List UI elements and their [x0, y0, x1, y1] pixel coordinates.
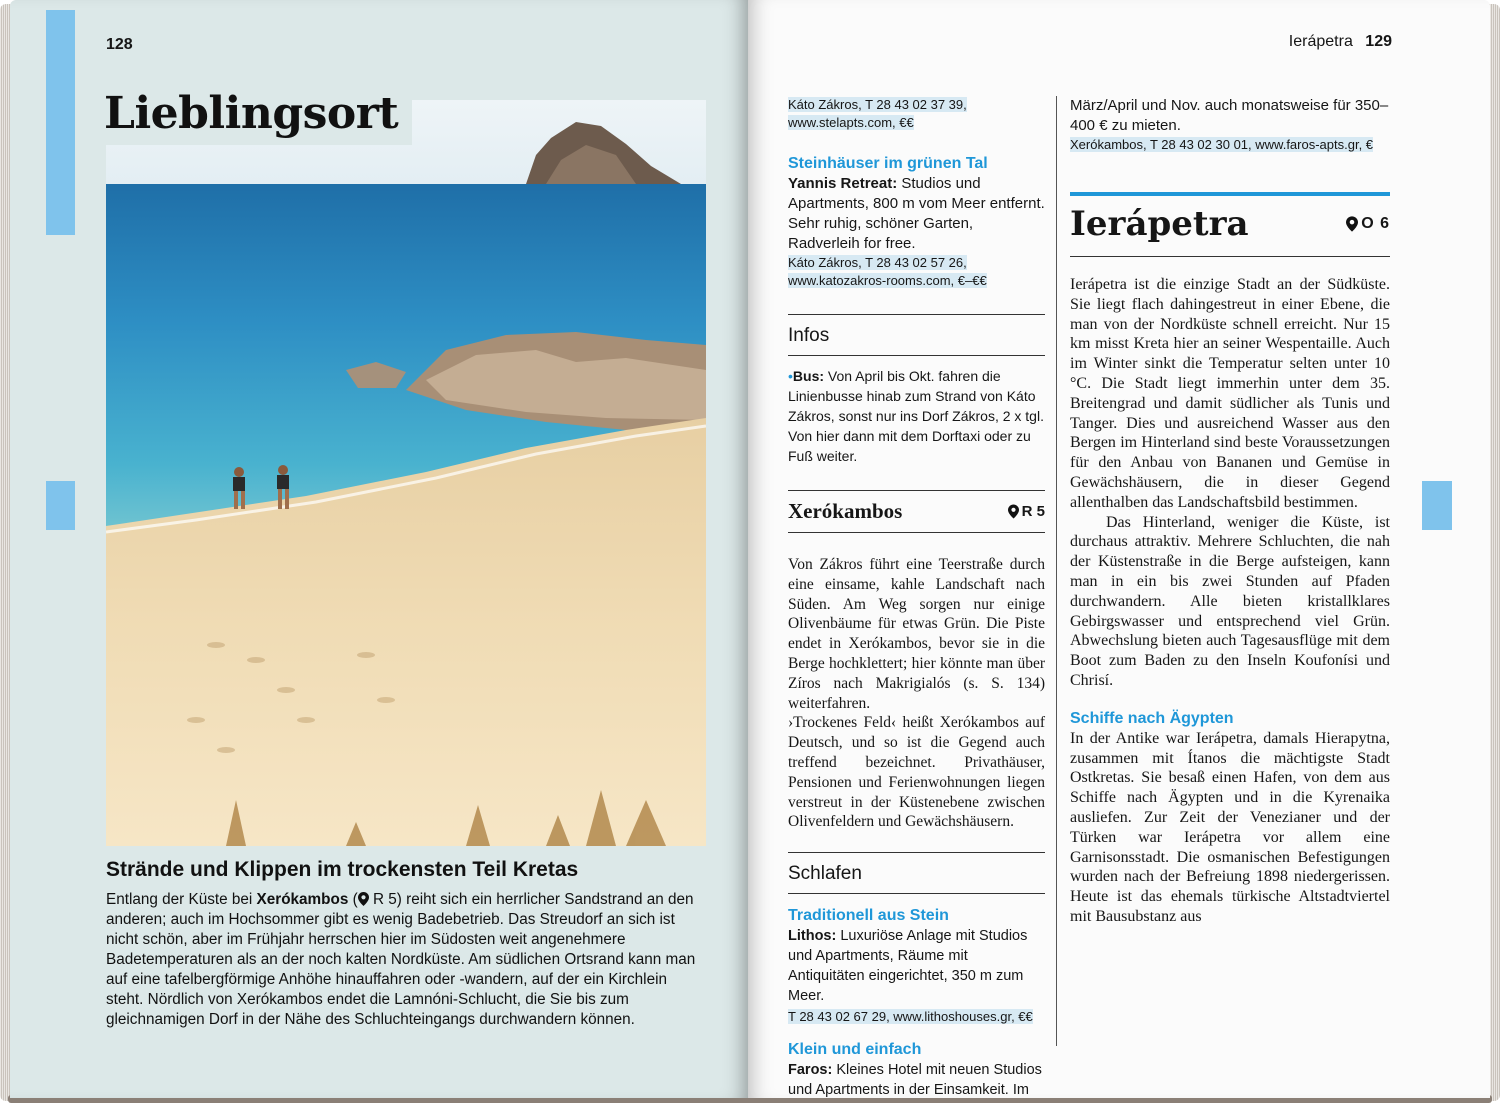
page-number-left: 128	[106, 36, 133, 53]
section-accent-bar	[1070, 192, 1390, 196]
faros-text: Faros: Kleines Hotel mit neuen Studios und Apartments in der Einsamkeit. Im	[788, 1062, 1042, 1099]
faros-contact: Xerókambos, T 28 43 02 30 01, www.faros-apts.gr, €	[1070, 137, 1374, 152]
small-simple-heading: Klein und einfach	[788, 1041, 922, 1059]
running-head	[1289, 33, 1392, 51]
hotel-name: Yannis Retreat:	[788, 175, 898, 192]
xerokambos-text-1: Von Zákros führt eine Teerstraße durch eine einsame, kahle Landschaft nach Süden. Am Weg sorgen nur einige Olivenbäume für etwas Grün. Die Piste endet in Xerókambos, bevor sie in die Berge hochklettert; hier könnte man über Zíros nach Makrigialós (s. S. 134) weiterfahren.	[788, 556, 1045, 712]
caption-title: Strände und Klippen im trockensten Teil Kretas	[106, 858, 579, 881]
caption-text: Entlang der Küste bei	[106, 891, 257, 908]
egypt-heading: Schiffe nach Ägypten	[1070, 709, 1234, 727]
beach-photo	[106, 100, 706, 846]
bullet-icon: •	[788, 368, 793, 384]
ierapetra-text-1: Ierápetra ist die einzige Stadt an der Südküste. Sie liegt flach dahingestreut in einer Ebene, die man von der Nordküste schnell erreicht. Nur 15 km misst Kreta hier an seiner Wespentaille. Auch im Winter sinkt die Temperatur selten unter 10 °C. Die Stadt liegt immerhin unter dem 35. Breitengrad und damit südlicher als Tunis und Tanger. Dies und ausreichend Wasser aus den Bergen im Hinterland sind beste Voraussetzungen für den Anbau von Bananen und Gemüse in Gewächshäusern, die in dieser Gegend allenthalben das Landschaftsbild bestimmen.	[1070, 276, 1390, 511]
lithos-contact: T 28 43 02 67 29, www.lithoshouses.gr, €€	[788, 1009, 1033, 1025]
right-page	[748, 0, 1490, 1098]
stone-houses-text: Yannis Retreat: Studios und Apartments, 800 m vom Meer entfernt. Sehr ruhig, schöner Garten, Radverleih for free.	[788, 175, 1045, 252]
xerokambos-text-2: ›Trockenes Feld‹ heißt Xerókambos auf Deutsch, und so ist die Gegend auch treffend bezeichnet. Privathäuser, Pensionen und Ferienwohnungen liegen verstreut in der Küstenebene zwischen Olivenfeldern und Gewächshäusern.	[788, 714, 1045, 831]
caption-text: (	[348, 891, 358, 908]
chapter-tab-top	[46, 10, 75, 235]
schlafen-heading: Schlafen	[788, 852, 1045, 894]
xerokambos-grid-ref: R 5	[1008, 503, 1045, 520]
xerokambos-header	[788, 490, 1045, 533]
stone-houses-contact: Káto Zákros, T 28 43 02 57 26, www.katozakros-rooms.com, €–€€	[788, 255, 987, 288]
lithos-text: Lithos: Luxuriöse Anlage mit Studios und Apartments, Räume mit Antiquitäten eingerichtet, 350 m zum Meer.	[788, 928, 1028, 1005]
column-b	[1070, 96, 1390, 927]
map-pin-icon	[358, 891, 369, 908]
xerokambos-title: Xerókambos	[788, 499, 903, 523]
ierapetra-text-2: Das Hinterland, weniger die Küste, ist durchaus attraktiv. Mehrere Schluchten, die nah der Küstenstraße in die Berge aufsteigen, kann man in ein bis zwei Stunden auf Pfaden durchwandern. Alle bieten kristallklares Gebirgswasser und entsprechend viel Grün. Abwechslung bieten auch Tagesausflüge mit dem Boot zum Baden zu den Inseln Koufonísi und Chrisí.	[1070, 513, 1390, 689]
caption-text: R 5) reiht sich ein herrlicher Sandstrand an den anderen; auch im Hochsommer gibt es wenig Badebetrieb. Das Streudorf an sich ist nicht schön, aber im Frühjahr herrschen hier im Südosten weit angenehmere Badetemperaturen als an der noch kalten Nordküste. Am südlichen Ortsrand kann man auf eine tafelbergförmige Anhöhe hinauffahren oder -wandern, auf der ein Kirchlein steht. Nördlich von Xerókambos endet die Lamnóni-Schlucht, die Sie bis zum gleichnamigen Dorf in der Nähe des Schluchteingangs durchwandern können.	[106, 891, 696, 1028]
page-number-right: 129	[1365, 33, 1392, 50]
infos-heading: Infos	[788, 314, 1045, 356]
bus-info: •Bus: Von April bis Okt. fahren die Linienbusse hinab zum Strand von Káto Zákros, sonst nur ins Dorf Zákros, 2 x tgl. Von hier dann mit dem Dorftaxi oder zu Fuß weiter.	[788, 368, 1044, 464]
map-pin-icon	[1008, 504, 1019, 519]
caption-place: Xerókambos	[256, 891, 349, 908]
thumb-tab-left	[46, 481, 75, 530]
traditional-heading: Traditionell aus Stein	[788, 907, 949, 925]
ierapetra-header	[1070, 204, 1390, 257]
left-page	[10, 0, 748, 1098]
caption-body	[106, 890, 696, 1030]
ierapetra-title: Ierápetra	[1070, 204, 1249, 244]
stelapts-contact: Káto Zákros, T 28 43 02 37 39, www.stelapts.com, €€	[788, 97, 967, 130]
stone-houses-heading: Steinhäuser im grünen Tal	[788, 155, 988, 172]
column-divider	[1056, 96, 1057, 1046]
map-pin-icon	[1346, 216, 1358, 232]
ierapetra-text-3: In der Antike war Ierápetra, damals Hierapytna, zusammen mit Ítanos die mächtigste Stadt Ostkretas. Sie besaß einen Hafen, von dem aus Schiffe nach Ägypten und in die Kyrenaika ausliefen. Zur Zeit der Venezianer und der Türken war Ierápetra vor allem eine Garnisonsstadt. Die osmanischen Befestigungen wurden nach der Befreiung 1898 niedergerissen. Heute ist das ehemals türkische Altstadtviertel mit Bausubstanz aus	[1070, 729, 1390, 925]
running-head-title: Ierápetra	[1288, 33, 1353, 50]
feature-label: Lieblingsort	[92, 86, 412, 145]
thumb-tab-right	[1422, 481, 1452, 530]
column-a	[788, 96, 1045, 1100]
faros-continued-text: März/April und Nov. auch monatsweise für 350–400 € zu mieten.	[1070, 97, 1389, 134]
ierapetra-grid-ref: O 6	[1346, 215, 1390, 233]
